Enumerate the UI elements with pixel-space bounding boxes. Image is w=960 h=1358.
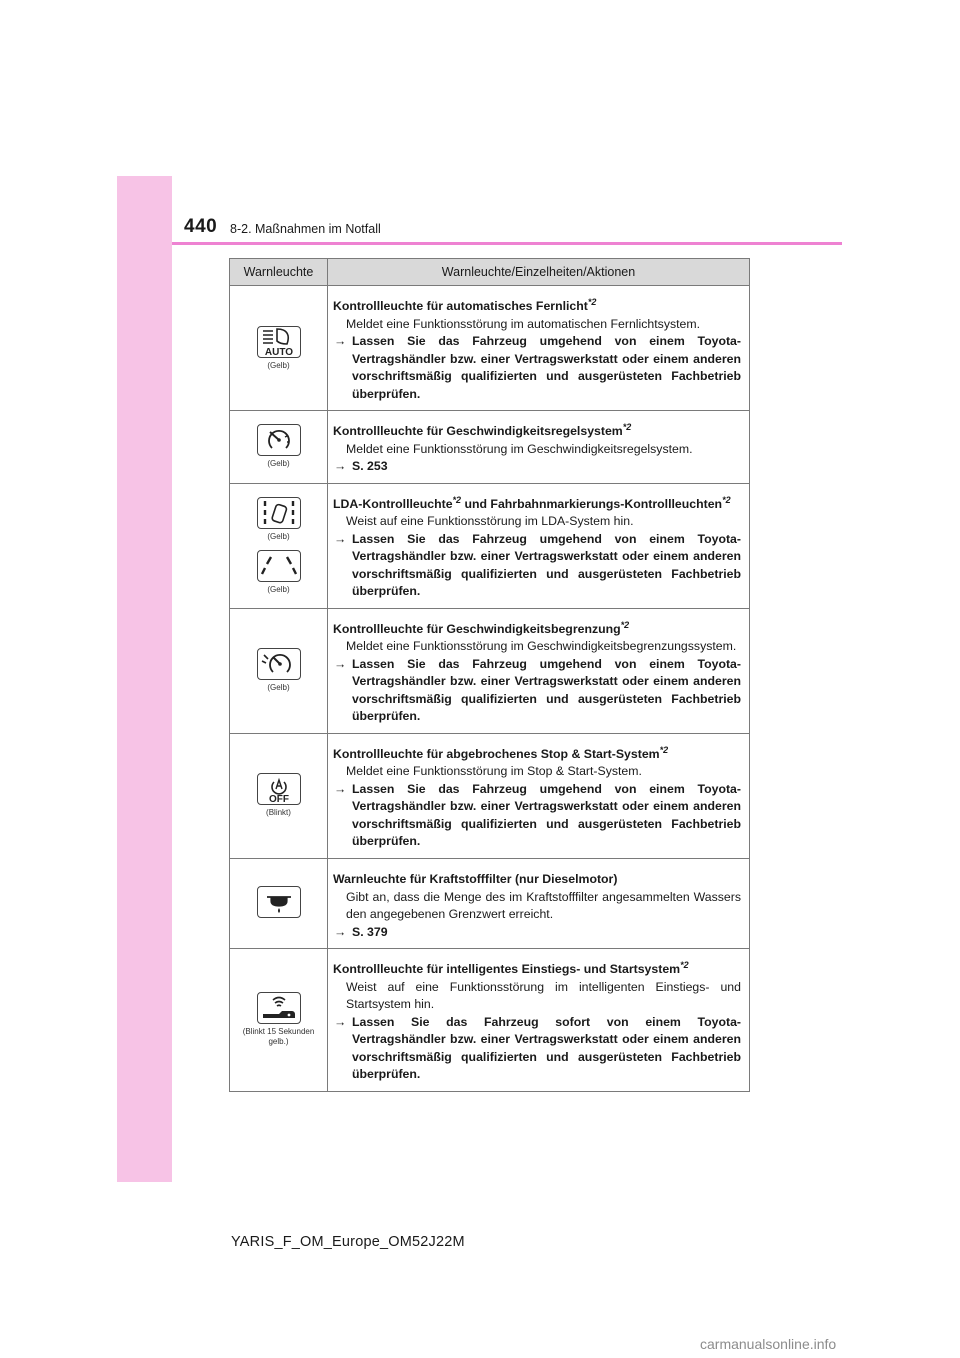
description-cell — [328, 949, 750, 1092]
icon-cell — [230, 858, 328, 948]
icon-cell — [230, 608, 328, 733]
icon-group — [232, 773, 325, 818]
header-rule — [172, 242, 842, 245]
description-cell — [328, 733, 750, 858]
arrow-icon: → — [334, 531, 347, 546]
color-label: (Gelb) — [267, 584, 290, 594]
icon-group — [232, 648, 325, 693]
table-header-row — [230, 259, 750, 286]
icon-cell — [230, 286, 328, 411]
color-label: (Gelb) — [267, 360, 290, 370]
row-title: LDA-Kontrollleuchte$^{*2}$ und Fahrbahnmarkierungs-Kontrollleuchten$^{*2}$ — [333, 494, 731, 511]
table-row — [230, 733, 750, 858]
color-label: (Gelb) — [267, 683, 290, 693]
icon-cell — [230, 949, 328, 1092]
arrow-icon: → — [334, 334, 347, 349]
side-band — [117, 176, 172, 1182]
table-row — [230, 608, 750, 733]
footnote-marker: *2 — [659, 744, 669, 755]
color-label: (Blinkt) — [266, 808, 291, 818]
table-row — [230, 483, 750, 608]
arrow-icon: → — [334, 1014, 347, 1029]
cruise-control-icon — [257, 424, 301, 456]
row-title: Kontrollleuchte für Geschwindigkeitsregelsystem$^{*2}$ — [333, 422, 632, 439]
icon-cell — [230, 483, 328, 608]
color-label: (Gelb) — [267, 531, 290, 541]
footnote-marker: *2 — [680, 960, 689, 971]
row-action: → S. 379 — [333, 924, 741, 942]
row-title: Kontrollleuchte für intelligentes Einstiegs- und Startsystem$^{*2}$ — [333, 960, 689, 977]
row-description: Weist auf eine Funktionsstörung im intelligenten Einstiegs- und Startsystem hin. — [346, 979, 741, 1012]
watermark: carmanualsonline.info — [700, 1336, 837, 1352]
description-cell — [328, 608, 750, 733]
arrow-icon: → — [334, 781, 347, 796]
svg-text:AUTO: AUTO — [264, 346, 293, 357]
footnote-marker: *2 — [452, 494, 462, 505]
icon-group — [232, 550, 325, 595]
row-description: Weist auf eine Funktionsstörung im LDA-System hin. — [346, 514, 634, 529]
warning-light-table — [229, 258, 750, 1092]
row-description: Meldet eine Funktionsstörung im automatischen Fernlichtsystem. — [346, 316, 701, 331]
table-row — [230, 858, 750, 948]
row-action: → Lassen Sie das Fahrzeug sofort von einem Toyota-Vertragshändler bzw. einer Vertragswerkstatt oder einem anderen vorschriftsmäßig qualifizierten und ausgerüsteten Fachbetrieb überprüfen. — [333, 1014, 741, 1084]
arrow-icon: → — [334, 924, 347, 939]
row-title: Kontrollleuchte für automatisches Fernlicht$^{*2}$ — [333, 297, 597, 314]
arrow-icon: → — [334, 656, 347, 671]
icon-cell — [230, 733, 328, 858]
table-row — [230, 411, 750, 484]
speed-limiter-icon — [257, 648, 301, 680]
description-cell — [328, 483, 750, 608]
icon-group — [232, 326, 325, 371]
section-title: 8-2. Maßnahmen im Notfall — [230, 222, 381, 236]
row-action: → S. 253 — [333, 458, 741, 476]
icon-group — [232, 886, 325, 918]
footnote-marker: *2 — [620, 619, 630, 630]
row-description: Meldet eine Funktionsstörung im Geschwindigkeitsregelsystem. — [346, 441, 693, 456]
row-action: → Lassen Sie das Fahrzeug umgehend von einem Toyota-Vertragshändler bzw. einer Vertragswerkstatt oder einem anderen vorschriftsmäßig qualifizierten und ausgerüsteten Fachbetrieb überprüfen. — [333, 656, 741, 726]
auto-high-beam-icon — [257, 326, 301, 358]
description-cell — [328, 411, 750, 484]
fuel-filter-icon — [257, 886, 301, 918]
icon-group — [232, 497, 325, 542]
table-row — [230, 949, 750, 1092]
page-number: 440 — [184, 216, 218, 237]
lane-markings-icon — [257, 550, 301, 582]
row-title: Kontrollleuchte für abgebrochenes Stop & Start-System$^{*2}$ — [333, 744, 669, 761]
row-action: → Lassen Sie das Fahrzeug umgehend von einem Toyota-Vertragshändler bzw. einer Vertragswerkstatt oder einem anderen vorschriftsmäßig qualifizierten und ausgerüsteten Fachbetrieb überprüfen. — [333, 781, 741, 851]
icon-group — [232, 424, 325, 469]
description-cell — [328, 858, 750, 948]
column-header-details: Warnleuchte/Einzelheiten/Aktionen — [328, 259, 750, 286]
footnote-marker: *2 — [587, 297, 597, 307]
arrow-icon: → — [334, 459, 347, 474]
icon-text: OFF — [268, 794, 289, 805]
icon-cell — [230, 411, 328, 484]
document-id: YARIS_F_OM_Europe_OM52J22M — [231, 1234, 465, 1250]
row-description: Meldet eine Funktionsstörung im Geschwindigkeitsbegrenzungssystem. — [346, 639, 737, 654]
footnote-marker: *2 — [722, 494, 731, 505]
row-action: → Lassen Sie das Fahrzeug umgehend von einem Toyota-Vertragshändler bzw. einer Vertragswerkstatt oder einem anderen vorschriftsmäßig qualifizierten und ausgerüsteten Fachbetrieb überprüfen. — [333, 531, 741, 601]
footnote-marker: *2 — [622, 422, 632, 433]
icon-group — [232, 992, 325, 1047]
stop-start-off-icon — [257, 773, 301, 805]
description-cell — [328, 286, 750, 411]
color-label: (Gelb) — [267, 459, 290, 469]
row-description: Gibt an, dass die Menge des im Kraftstofffilter angesammelten Wassers den angegebenen Grenzwert erreicht. — [346, 889, 741, 922]
row-title: Kontrollleuchte für Geschwindigkeitsbegrenzung$^{*2}$ — [333, 619, 630, 636]
row-title: Warnleuchte für Kraftstofffilter (nur Dieselmotor) — [333, 872, 618, 887]
row-description: Meldet eine Funktionsstörung im Stop & Start-System. — [346, 764, 642, 779]
smart-entry-key-icon — [257, 992, 301, 1024]
lane-departure-alert-icon — [257, 497, 301, 529]
row-action: → Lassen Sie das Fahrzeug umgehend von einem Toyota-Vertragshändler bzw. einer Vertragswerkstatt oder einem anderen vorschriftsmäßig qualifizierten und ausgerüsteten Fachbetrieb überprüfen. — [333, 333, 741, 403]
color-label: (Blinkt 15 Sekunden gelb.) — [242, 1027, 315, 1047]
table-row — [230, 286, 750, 411]
column-header-warning-light: Warnleuchte — [230, 259, 328, 286]
